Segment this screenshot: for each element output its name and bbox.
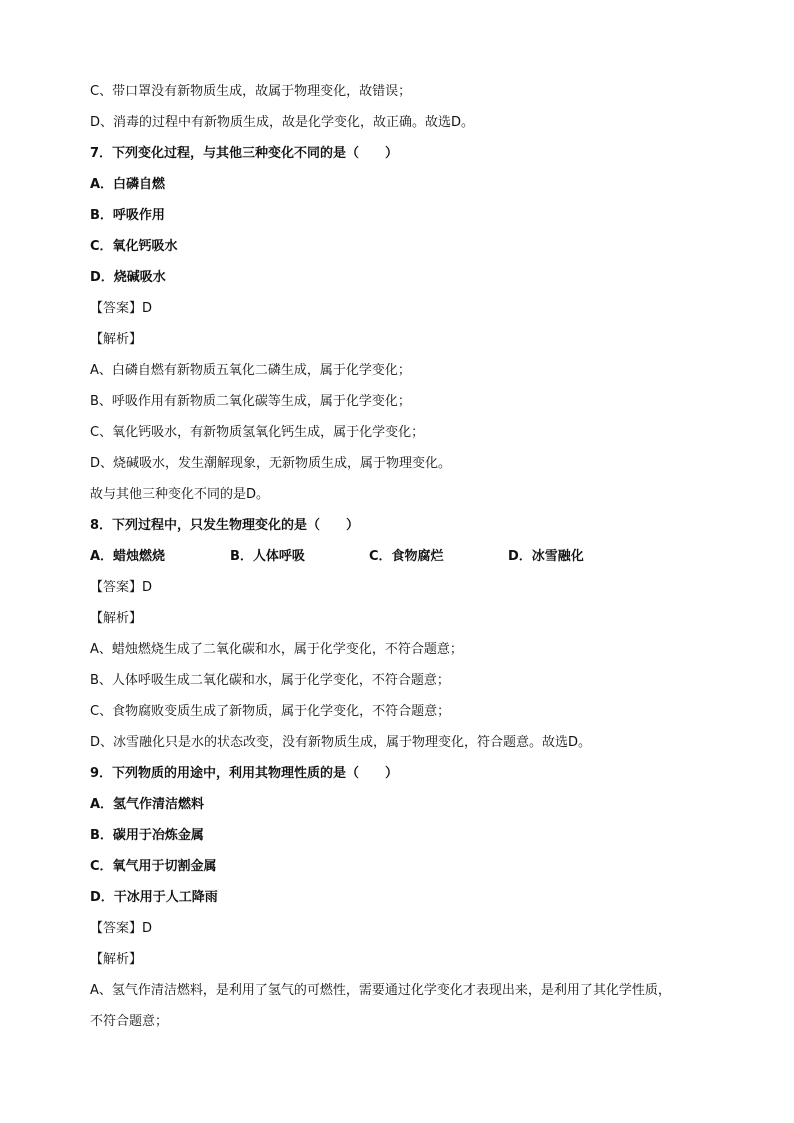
question-8-option-a: A．蜡烛燃烧 (90, 549, 166, 564)
question-7-explanation-a: A、白磷自燃有新物质五氧化二磷生成，属于化学变化； (90, 363, 411, 378)
question-9-explanation-a: A、氢气作清洁燃料，是利用了氢气的可燃性，需要通过化学变化才表现出来，是利用了其化学性质， (90, 983, 671, 998)
question-7-explanation-b: B、呼吸作用有新物质二氧化碳等生成，属于化学变化； (90, 394, 411, 409)
question-8-option-c: C．食物腐烂 (369, 549, 444, 564)
question-9-analysis-heading: 【解析】 (90, 952, 143, 967)
question-7-stem: 7．下列变化过程，与其他三种变化不同的是（ ） (90, 146, 399, 161)
question-8-explanation-c: C、食物腐败变质生成了新物质，属于化学变化，不符合题意； (90, 704, 451, 719)
question-7-answer: 【答案】D (90, 301, 153, 316)
question-7-option-c: C．氧化钙吸水 (90, 239, 178, 254)
question-8-answer: 【答案】D (90, 580, 153, 595)
question-8-explanation-b: B、人体呼吸生成二氧化碳和水，属于化学变化，不符合题意； (90, 673, 450, 688)
question-9-explanation-a-continued: 不符合题意； (90, 1014, 169, 1029)
question-9-option-b: B．碳用于冶炼金属 (90, 828, 204, 843)
question-7-option-a: A．白磷自燃 (90, 177, 166, 192)
question-7-explanation-d: D、烧碱吸水，发生潮解现象，无新物质生成，属于物理变化。 (90, 456, 452, 471)
question-9-option-c: C．氧气用于切割金属 (90, 859, 217, 874)
explanation-line-d-q6: D、消毒的过程中有新物质生成，故是化学变化，故正确。故选D。 (90, 115, 475, 130)
question-7-option-b: B．呼吸作用 (90, 208, 165, 223)
question-9-option-a: A．氢气作清洁燃料 (90, 797, 205, 812)
question-7-explanation-c: C、氧化钙吸水，有新物质氢氧化钙生成，属于化学变化； (90, 425, 425, 440)
question-8-option-d: D．冰雪融化 (508, 549, 584, 564)
question-7-option-d: D．烧碱吸水 (90, 270, 166, 285)
question-8-explanation-d: D、冰雪融化只是水的状态改变，没有新物质生成，属于物理变化，符合题意。故选D。 (90, 735, 592, 750)
question-9-option-d: D．干冰用于人工降雨 (90, 890, 218, 905)
question-8-analysis-heading: 【解析】 (90, 611, 143, 626)
explanation-line-c-q6: C、带口罩没有新物质生成，故属于物理变化，故错误； (90, 84, 412, 99)
question-7-analysis-heading: 【解析】 (90, 332, 143, 347)
question-8-option-b: B．人体呼吸 (230, 549, 305, 564)
question-9-answer: 【答案】D (90, 921, 153, 936)
question-8-stem: 8．下列过程中，只发生物理变化的是（ ） (90, 518, 360, 533)
question-8-explanation-a: A、蜡烛燃烧生成了二氧化碳和水，属于化学变化，不符合题意； (90, 642, 463, 657)
question-9-stem: 9．下列物质的用途中，利用其物理性质的是（ ） (90, 766, 399, 781)
question-7-conclusion: 故与其他三种变化不同的是D。 (90, 487, 270, 502)
